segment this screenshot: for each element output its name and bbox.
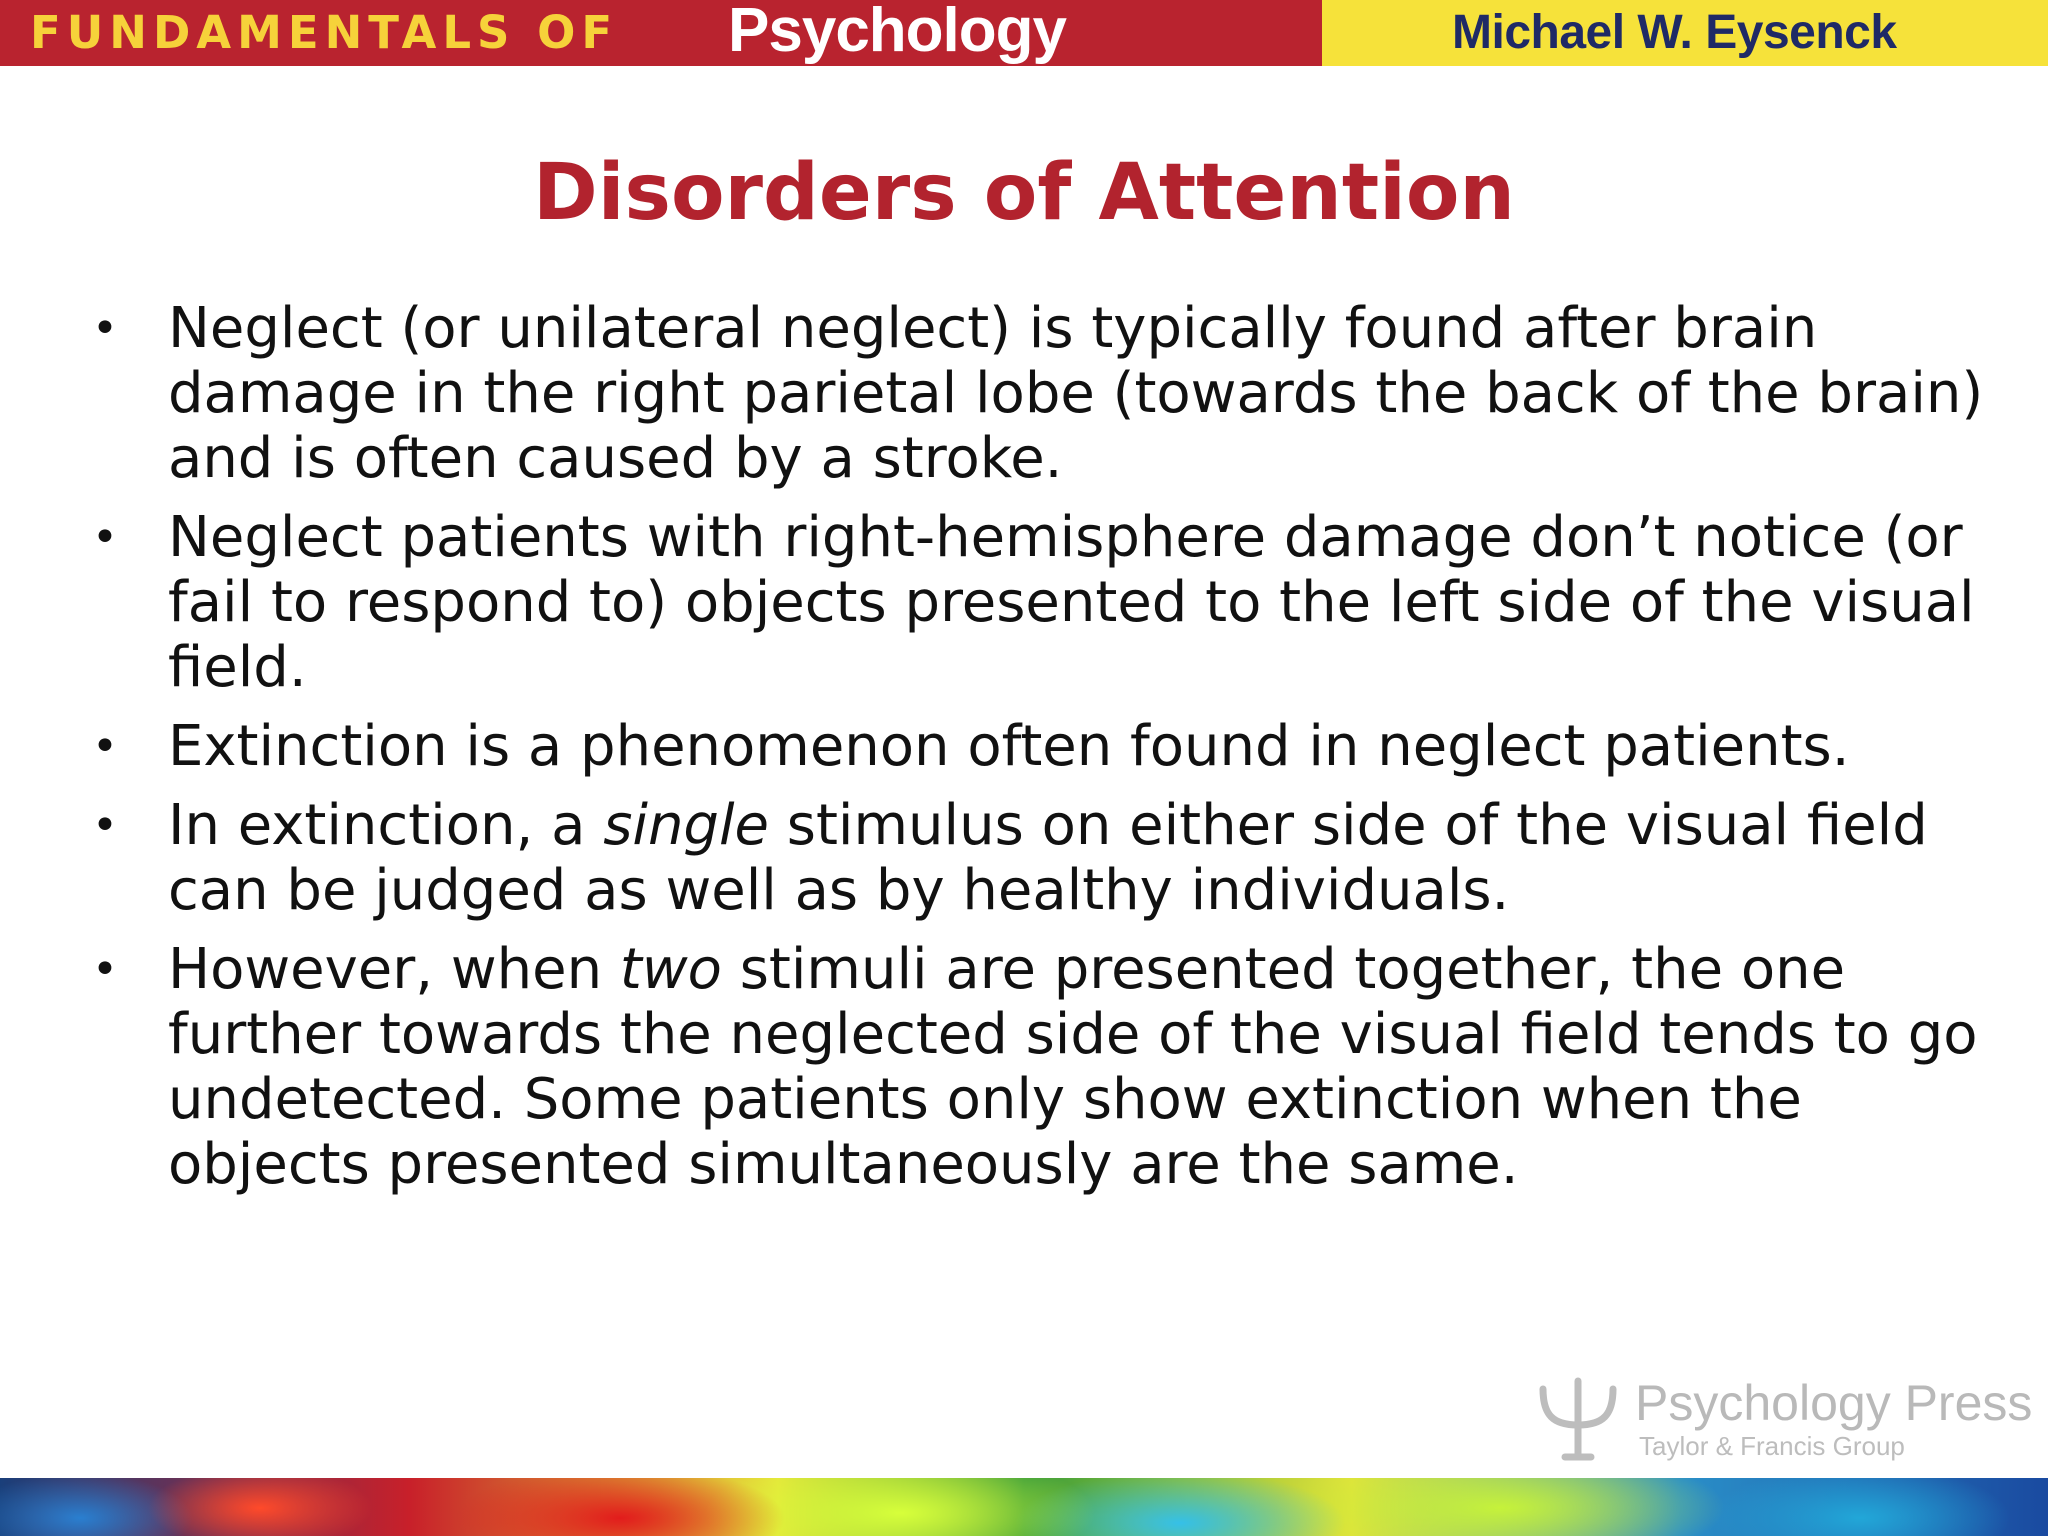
bullet-item xyxy=(88,296,2008,491)
author-banner xyxy=(1322,0,2048,66)
bullet-text xyxy=(168,793,1928,923)
bullet-text xyxy=(168,937,1978,1197)
publisher-logo xyxy=(1535,1375,2035,1465)
bullet-list xyxy=(88,296,2008,1211)
bullet-item xyxy=(88,937,2008,1197)
bullet-dot: • xyxy=(92,800,118,851)
publisher-name: Psychology Press xyxy=(1635,1375,2033,1431)
text-segment: Neglect (or unilateral neglect) is typically found after brain damage in the right parietal lobe (towards the back of the brain) and is often caused by a stroke. xyxy=(168,296,1984,491)
bullet-item xyxy=(88,793,2008,923)
series-prefix: FUNDAMENTALS OF xyxy=(30,6,619,59)
bullet-dot: • xyxy=(92,512,118,563)
text-segment: However, when xyxy=(168,937,620,1002)
text-segment: stimulus on either side of the visual field can be judged as well as by healthy individuals. xyxy=(168,793,1928,923)
psi-icon xyxy=(1535,1375,1621,1461)
text-segment: In extinction, a xyxy=(168,793,604,858)
bullet-item xyxy=(88,505,2008,700)
series-banner xyxy=(0,0,1322,66)
emphasis-text: two xyxy=(619,937,722,1002)
publisher-group: Taylor & Francis Group xyxy=(1639,1431,1905,1461)
bullet-text xyxy=(168,505,1975,700)
text-segment: Neglect patients with right-hemisphere damage don’t notice (or fail to respond to) objects presented to the left side of the visual field. xyxy=(168,505,1975,700)
bullet-text xyxy=(168,296,1983,491)
series-name: Psychology xyxy=(728,0,1066,65)
text-segment: Extinction is a phenomenon often found in neglect patients. xyxy=(168,714,1850,779)
bullet-item xyxy=(88,714,2008,779)
bullet-dot: • xyxy=(92,721,118,772)
header-band xyxy=(0,0,2048,66)
bullet-text xyxy=(168,714,1850,779)
decorative-footer-band xyxy=(0,1478,2048,1536)
bullet-dot: • xyxy=(92,944,118,995)
slide-title: Disorders of Attention xyxy=(533,148,1515,238)
author-name: Michael W. Eysenck xyxy=(1452,6,1897,59)
text-segment: stimuli are presented together, the one further towards the neglected side of the visual field tends to go undetected. Some patients only show extinction when the objects presented simultaneously are the same. xyxy=(168,937,1978,1197)
emphasis-text: single xyxy=(603,793,769,858)
bullet-dot: • xyxy=(92,303,118,354)
